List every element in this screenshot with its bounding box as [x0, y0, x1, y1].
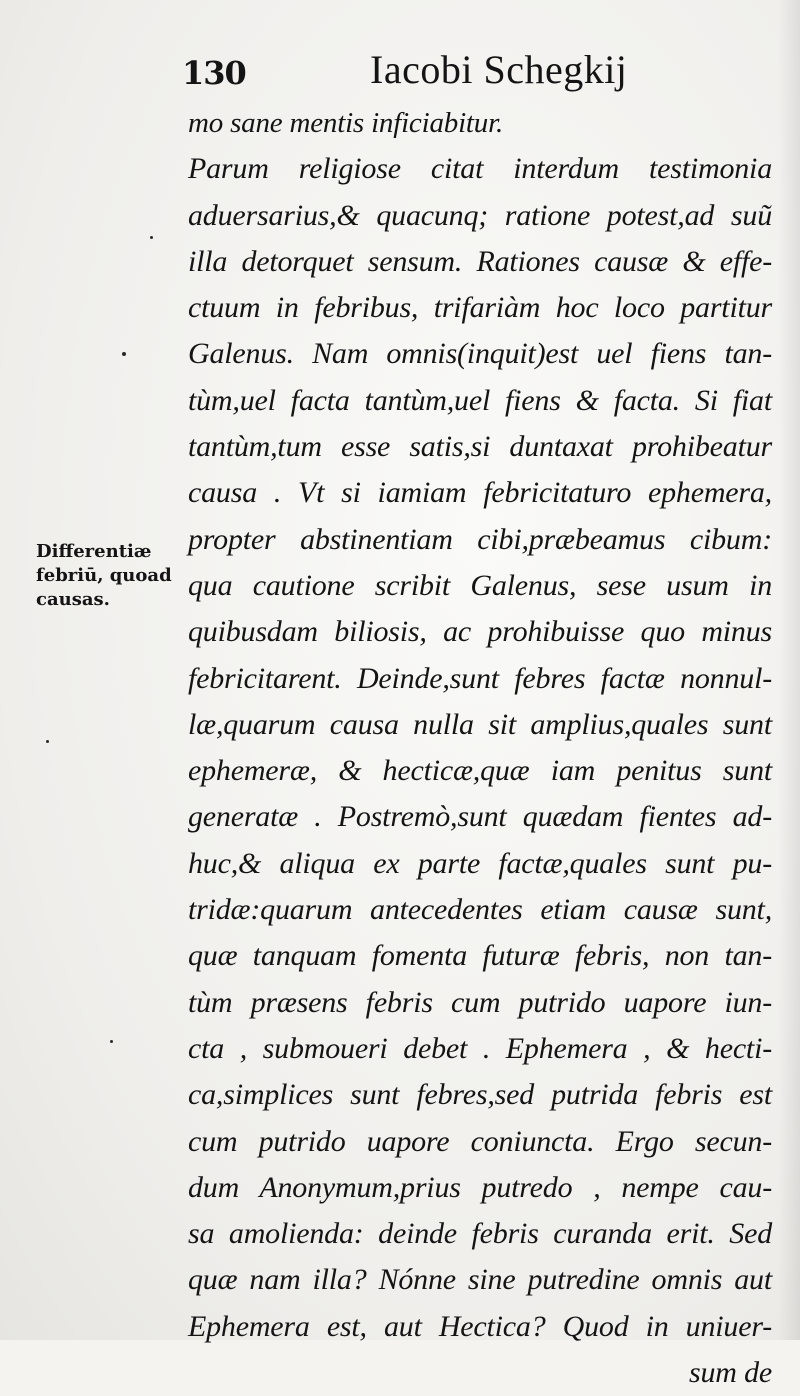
text-line: febricitarent. Deinde,sunt febres factæ nonnul-: [188, 661, 772, 695]
text-line: quæ nam illa? Nónne sine putredine omnis aut: [188, 1263, 772, 1297]
page-header: [180, 46, 760, 96]
ink-speck: [150, 236, 153, 239]
text-line: læ,quarum causa nulla sit amplius,quales sunt: [188, 707, 772, 741]
text-line: tantùm,tum esse satis,si duntaxat prohibeatur: [188, 430, 772, 464]
ink-speck: [46, 740, 49, 743]
text-line: Galenus. Nam omnis(inquit)est uel fiens tan-: [188, 337, 772, 371]
text-line: quibusdam biliosis, ac prohibuisse quo minus: [188, 615, 772, 649]
text-line: dum Anonymum,prius putredo , nempe cau-: [188, 1170, 772, 1204]
text-line: causa . Vt si iamiam febricitaturo ephemera,: [188, 476, 772, 510]
text-line: Parum religiose citat interdum testimonia: [188, 152, 772, 186]
body-text: [188, 100, 772, 1396]
page-number: 130: [182, 54, 246, 92]
text-line: illa detorquet sensum. Rationes causæ & effe-: [188, 244, 772, 278]
text-line: Ephemera est, aut Hectica? Quod in uniuer-: [188, 1309, 772, 1343]
text-line: quæ tanquam fomenta futuræ febris, non tan-: [188, 939, 772, 973]
text-line: mo sane mentis inficiabitur.: [188, 107, 504, 139]
text-line: ca,simplices sunt febres,sed putrida febris est: [188, 1078, 772, 1112]
marginal-note-line: Differentiæ: [36, 541, 152, 562]
ink-speck: [122, 352, 126, 356]
marginal-note-line: febriū, quoad: [36, 565, 172, 586]
text-line: generatæ . Postremò,sunt quædam fientes ad-: [188, 800, 772, 834]
text-line: qua cautione scribit Galenus, sese usum in: [188, 568, 772, 602]
marginal-note-line: causas.: [36, 589, 110, 610]
text-line: ephemeræ, & hecticæ,quæ iam penitus sunt: [188, 754, 772, 788]
catchword-line: sum de: [689, 1356, 772, 1390]
gutter-shadow: [778, 0, 800, 1340]
text-line: huc,& aliqua ex parte factæ,quales sunt pu-: [188, 846, 772, 880]
text-line: tùm præsens febris cum putrido uapore iun-: [188, 985, 772, 1019]
text-line: ctuum in febribus, trifariàm hoc loco partitur: [188, 291, 772, 325]
text-line: tùm,uel facta tantùm,uel fiens & facta. Si fiat: [188, 383, 772, 417]
ink-speck: [110, 1040, 113, 1043]
text-line: tridæ:quarum antecedentes etiam causæ sunt,: [188, 893, 772, 927]
marginal-note: [36, 540, 186, 612]
text-line: aduersarius,& quacunq; ratione potest,ad suũ: [188, 198, 772, 232]
text-line: cum putrido uapore coniuncta. Ergo secun-: [188, 1124, 772, 1158]
text-line: propter abstinentiam cibi,præbeamus cibum:: [188, 522, 772, 556]
text-line: sa amolienda: deinde febris curanda erit. Sed: [188, 1217, 772, 1251]
text-line: cta , submoueri debet . Ephemera , & hecti-: [188, 1031, 772, 1065]
running-head: Iacobi Schegkij: [370, 47, 628, 92]
